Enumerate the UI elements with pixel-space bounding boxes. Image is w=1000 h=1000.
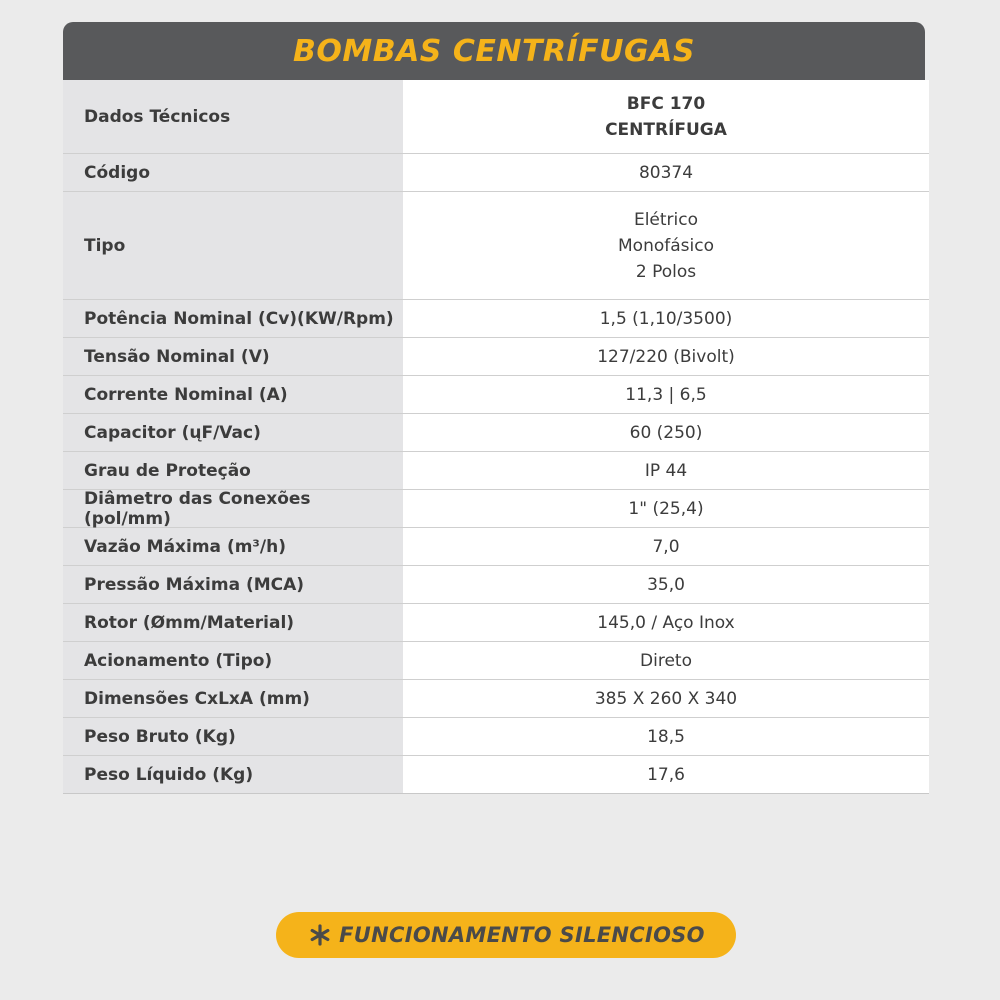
asterisk-icon bbox=[307, 922, 333, 948]
row-label: Rotor (Ømm/Material) bbox=[63, 604, 403, 641]
table-row bbox=[63, 755, 929, 793]
row-label: Acionamento (Tipo) bbox=[63, 642, 403, 679]
row-value bbox=[403, 642, 929, 679]
row-label: Código bbox=[63, 154, 403, 191]
row-value bbox=[403, 376, 929, 413]
row-value bbox=[403, 300, 929, 337]
table-row bbox=[63, 375, 929, 413]
table-row bbox=[63, 489, 929, 527]
spec-table-head-row bbox=[63, 80, 929, 153]
row-value bbox=[403, 718, 929, 755]
row-value bbox=[403, 414, 929, 451]
row-label: Diâmetro das Conexões (pol/mm) bbox=[63, 490, 403, 527]
row-label: Peso Líquido (Kg) bbox=[63, 756, 403, 793]
row-value-line: 60 (250) bbox=[629, 422, 703, 443]
page-header bbox=[63, 22, 925, 80]
row-value-line: 1" (25,4) bbox=[628, 498, 704, 519]
row-value-line: IP 44 bbox=[644, 460, 688, 481]
row-label: Vazão Máxima (m³/h) bbox=[63, 528, 403, 565]
table-row bbox=[63, 451, 929, 489]
table-row bbox=[63, 717, 929, 755]
row-label: Tipo bbox=[63, 192, 403, 299]
row-value-line: 7,0 bbox=[652, 536, 680, 557]
table-row bbox=[63, 527, 929, 565]
row-value bbox=[403, 680, 929, 717]
row-label: Potência Nominal (Cv)(KW/Rpm) bbox=[63, 300, 403, 337]
row-value-line: 385 X 260 X 340 bbox=[594, 688, 738, 709]
row-value bbox=[403, 528, 929, 565]
table-row bbox=[63, 191, 929, 299]
row-value bbox=[403, 566, 929, 603]
row-value-line: Direto bbox=[640, 650, 692, 671]
table-row bbox=[63, 413, 929, 451]
row-value-line: 2 Polos bbox=[635, 261, 697, 282]
table-row bbox=[63, 337, 929, 375]
page-title: BOMBAS CENTRÍFUGAS bbox=[292, 33, 695, 69]
model-name: BFC 170 bbox=[626, 93, 706, 114]
row-value bbox=[403, 338, 929, 375]
row-value-line: 80374 bbox=[638, 162, 694, 183]
row-label: Capacitor (ųF/Vac) bbox=[63, 414, 403, 451]
model-type: CENTRÍFUGA bbox=[605, 119, 727, 140]
spec-head-label: Dados Técnicos bbox=[63, 80, 403, 153]
row-value-line: 35,0 bbox=[647, 574, 685, 595]
table-row bbox=[63, 679, 929, 717]
badge-text: FUNCIONAMENTO SILENCIOSO bbox=[339, 923, 705, 947]
row-value-line: 17,6 bbox=[647, 764, 685, 785]
row-value bbox=[403, 452, 929, 489]
table-row bbox=[63, 299, 929, 337]
row-label: Corrente Nominal (A) bbox=[63, 376, 403, 413]
table-row bbox=[63, 153, 929, 191]
row-value-line: Elétrico bbox=[633, 209, 699, 230]
table-row bbox=[63, 565, 929, 603]
table-row bbox=[63, 603, 929, 641]
silent-operation-badge bbox=[276, 912, 736, 958]
row-value-line: Monofásico bbox=[618, 235, 714, 256]
row-value-line: 1,5 (1,10/3500) bbox=[599, 308, 733, 329]
row-value-line: 18,5 bbox=[647, 726, 685, 747]
row-value bbox=[403, 192, 929, 299]
row-value bbox=[403, 756, 929, 793]
spec-head-value bbox=[403, 80, 929, 153]
row-value bbox=[403, 154, 929, 191]
row-label: Grau de Proteção bbox=[63, 452, 403, 489]
row-value bbox=[403, 604, 929, 641]
row-value bbox=[403, 490, 929, 527]
spec-table bbox=[63, 80, 929, 794]
row-value-line: 127/220 (Bivolt) bbox=[597, 346, 735, 367]
table-row bbox=[63, 641, 929, 679]
row-label: Peso Bruto (Kg) bbox=[63, 718, 403, 755]
row-label: Pressão Máxima (MCA) bbox=[63, 566, 403, 603]
row-label: Tensão Nominal (V) bbox=[63, 338, 403, 375]
row-value-line: 145,0 / Aço Inox bbox=[597, 612, 735, 633]
row-label: Dimensões CxLxA (mm) bbox=[63, 680, 403, 717]
row-value-line: 11,3 | 6,5 bbox=[625, 384, 707, 405]
